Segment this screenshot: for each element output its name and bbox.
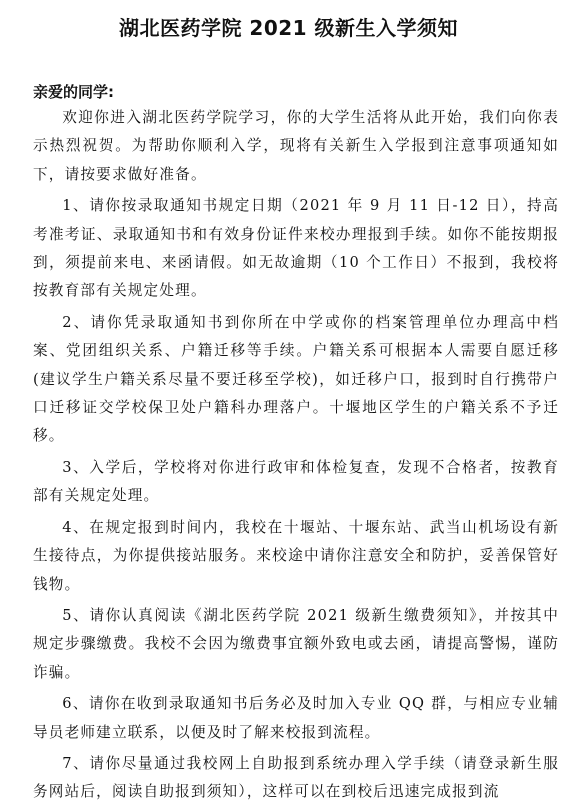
paragraph-item-3: 3、入学后，学校将对你进行政审和体检复查，发现不合格者，按教育部有关规定处理。 (33, 458, 559, 505)
paragraph-item-5: 5、请你认真阅读《湖北医药学院 2021 级新生缴费须知》，并按其中规定步骤缴费。我校不会因为缴费事宜额外致电或去函，请提高警惕，谨防诈骗。 (33, 606, 559, 681)
paragraph-item-7: 7、请你尽量通过我校网上自助报到系统办理入学手续（请登录新生服务网站后，阅读自助报到须知），这样可以在到校后迅速完成报到流 (33, 754, 559, 801)
paragraph-item-1: 1、请你按录取通知书规定日期（2021 年 9 月 11 日-12 日），持高考准考证、录取通知书和有效身份证件来校办理报到手续。如你不能按期报到，须提前来电、来函请假。如无故逾期（10 个工作日）不报到，我校将按教育部有关规定处理。 (33, 197, 559, 300)
paragraph-item-6: 6、请你在收到录取通知书后务必及时加入专业 QQ 群，与相应专业辅导员老师建立联系，以便及时了解来校报到流程。 (33, 695, 559, 741)
paragraph-item-4: 4、在规定报到时间内，我校在十堰站、十堰东站、武当山机场设有新生接待点，为你提供接站服务。来校途中请你注意安全和防护，妥善保管好钱物。 (33, 518, 559, 593)
document-title: 湖北医药学院 2021 级新生入学须知 (118, 16, 459, 40)
paragraph-intro: 欢迎你进入湖北医药学院学习，你的大学生活将从此开始，我们向你表示热烈祝贺。为帮助你顺利入学，现将有关新生入学报到注意事项通知如下，请按要求做好准备。 (33, 109, 559, 183)
paragraph-item-2: 2、请你凭录取通知书到你所在中学或你的档案管理单位办理高中档案、党团组织关系、户籍迁移等手续。户籍关系可根据本人需要自愿迁移(建议学生户籍关系尽量不要迁移至学校)，如迁移户口，报到时自行携带户口迁移证交学校保卫处户籍科办理落户。十堰地区学生的户籍关系不予迁移。 (33, 313, 559, 445)
salutation: 亲爱的同学: (33, 83, 114, 101)
